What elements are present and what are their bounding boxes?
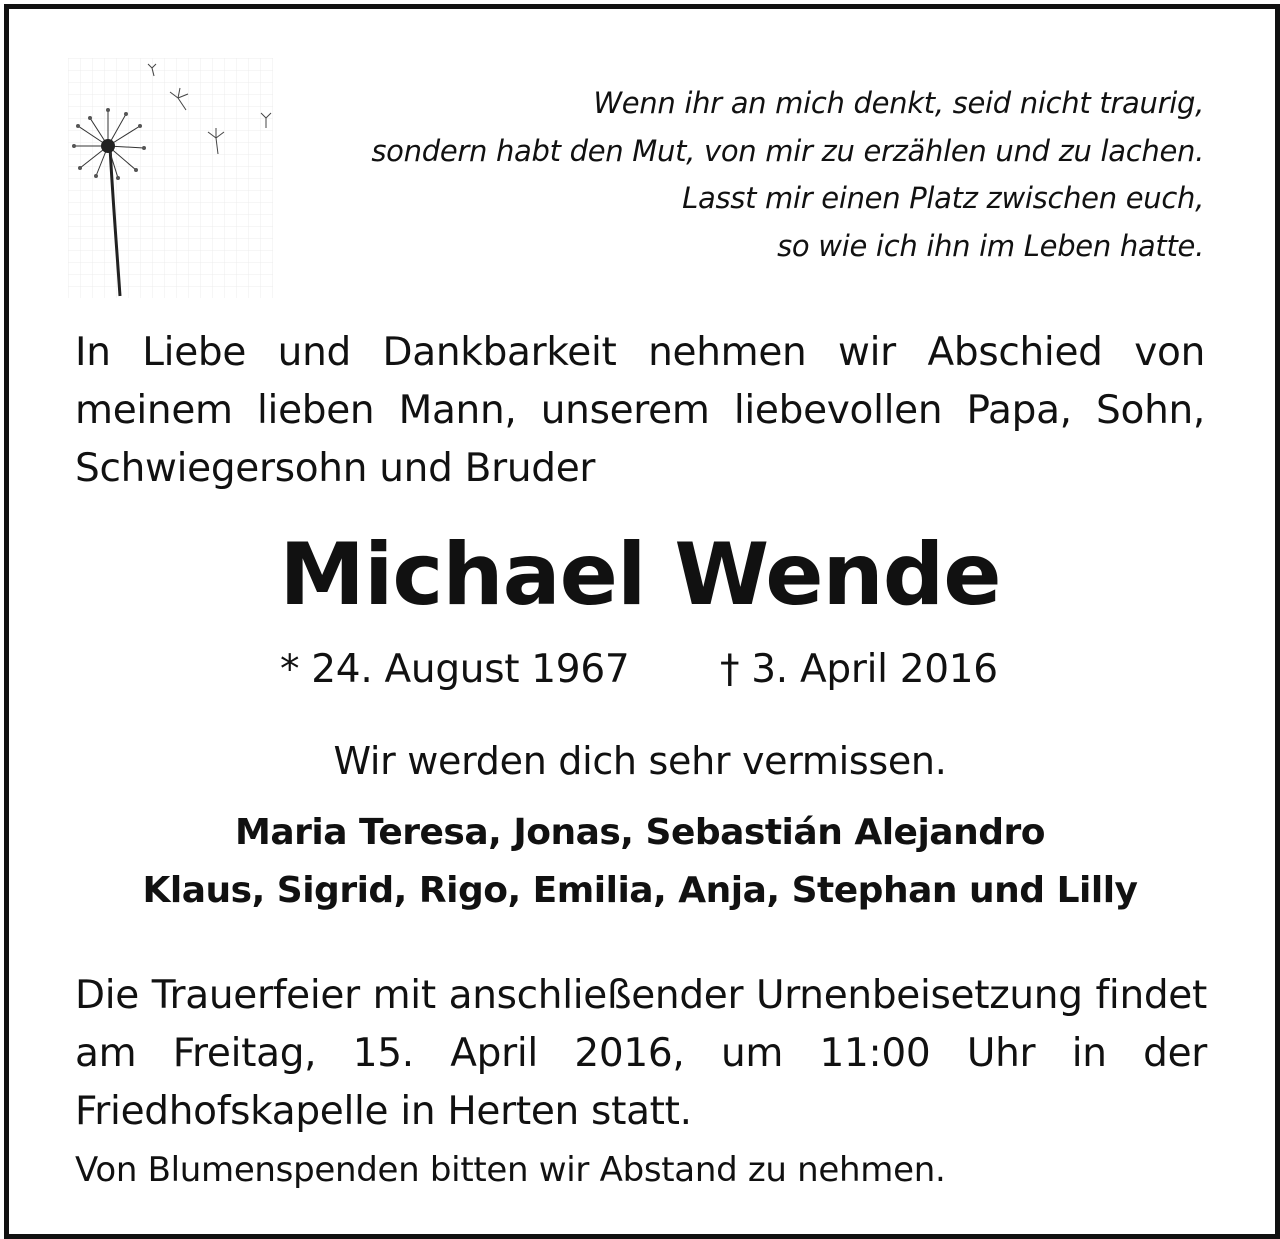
ceremony-paragraph: Die Trauerfeier mit anschließender Urnenbeisetzung findet am Freitag, 15. April 2016, um 11:00 Uhr in der Friedhofskapelle in Herten statt.: [75, 973, 1207, 1134]
birth-date: * 24. August 1967: [280, 647, 630, 692]
family-line: Maria Teresa, Jonas, Sebastián Alejandro: [235, 812, 1045, 853]
intro-paragraph: In Liebe und Dankbarkeit nehmen wir Abschied von meinem lieben Mann, unserem liebevollen Papa, Sohn, Schwiegersohn und Bruder: [75, 330, 1205, 491]
farewell-message: Wir werden dich sehr vermissen.: [333, 739, 947, 783]
poem: [264, 80, 1204, 270]
poem-line: sondern habt den Mut, von mir zu erzählen und zu lachen.: [371, 133, 1204, 168]
poem-line: Lasst mir einen Platz zwischen euch,: [682, 181, 1204, 215]
deceased-name: Michael Wende: [279, 525, 1001, 625]
family-line: Klaus, Sigrid, Rigo, Emilia, Anja, Stephan und Lilly: [142, 870, 1138, 911]
poem-line: Wenn ihr an mich denkt, seid nicht traurig,: [593, 86, 1204, 120]
death-date: † 3. April 2016: [720, 647, 998, 692]
family-names: [0, 804, 1280, 920]
dandelion-icon: [68, 58, 273, 298]
flowers-note: Von Blumenspenden bitten wir Abstand zu nehmen.: [75, 1150, 946, 1190]
poem-line: so wie ich ihn im Leben hatte.: [777, 228, 1204, 263]
